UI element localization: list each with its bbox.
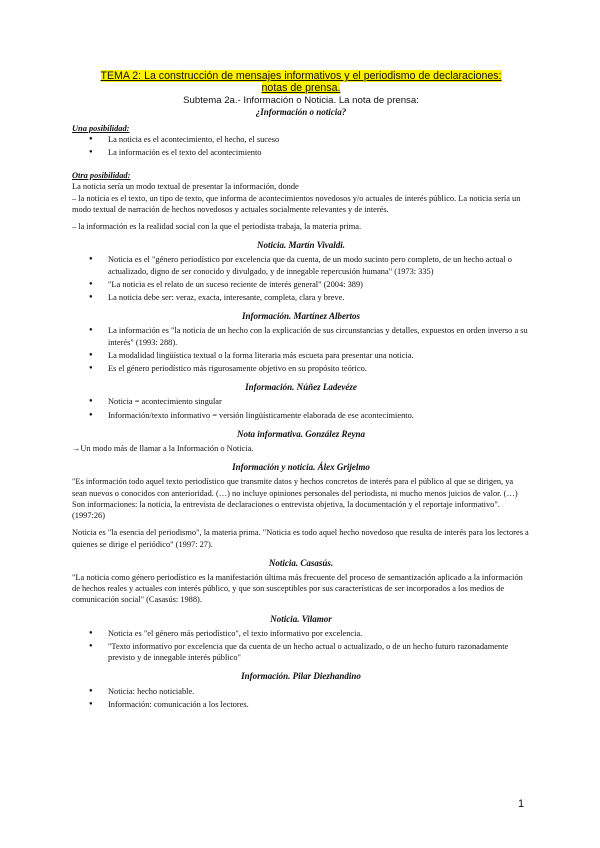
- list-item: ● La información es el texto del acontecimiento: [108, 147, 530, 158]
- list-item: ● "La noticia es el relato de un suceso reciente de interés general" (2004: 389): [108, 279, 530, 290]
- list-item: ● La información es "la noticia de un hecho con la explicación de sus circunstancias y detalles, expuestos en orden inverso a su interés" (1993: 288).: [108, 325, 530, 347]
- section-heading-grijelmo: Información y noticia. Álex Grijelmo: [232, 462, 370, 473]
- list-item: ● Noticia = acontecimiento singular: [108, 396, 530, 407]
- option1-list: [72, 134, 530, 158]
- section-heading-vilamor: Noticia. Vilamor: [270, 613, 332, 624]
- list-item: ● La noticia es el acontecimiento, el hecho, el suceso: [108, 134, 530, 145]
- vilamor-list: [72, 628, 530, 664]
- casasus-para: "La noticia como género periodístico es la manifestación última más frecuente del proceso de semantización aplicado a la información de hechos reales y actuales con interés público, y que son susceptibles por sus características de ser incorporados a los medios de comunicación social" (Casasús: 1988).: [72, 572, 523, 605]
- section-heading-diezhandino: Información. Pilar Diezhandino: [241, 671, 361, 682]
- list-item: ● Es el género periodístico más rigurosamente objetivo en su propósito teórico.: [108, 363, 530, 374]
- option2-line2: – la noticia es el texto, un tipo de texto, que informa de acontecimientos novedosos y/o actuales de interés público. La noticia sería un modo textual de narración de hechos novedosos y actuales socialmente relevantes y de interés.: [72, 193, 521, 214]
- option2-label: Otra posibilidad:: [72, 171, 131, 181]
- grijelmo-para1: "Es información todo aquel texto periodístico que transmite datos y hechos concretos de interés para el público al que se dirigen, ya sean nuevos o conocidos con anterioridad. (…) no incluye opiniones personales del periodista, ni mucho menos juicios de valor. (…) Son informaciones: la noticia, la entrevista de declaraciones o entrevista objetiva, la documentación y el reportaje informativo". (1997:26): [72, 477, 518, 521]
- title-block: [72, 70, 530, 94]
- list-item: ● Noticia: hecho noticiable.: [108, 686, 530, 697]
- page-number: 1: [518, 798, 525, 810]
- albertos-list: [72, 325, 530, 374]
- option2-line1: La noticia sería un modo textual de presentar la información, donde: [72, 182, 299, 192]
- list-item: ● Información/texto informativo = versión lingüísticamente elaborada de ese acontecimiento.: [108, 410, 530, 421]
- grijelmo-para2: Noticia es "la esencia del periodismo", la materia prima. "Noticia es todo aquel hecho novedoso que resulta de interés para los lectores a quienes se dirige el periódico" (1997: 27).: [72, 528, 529, 549]
- option2-line3: – la información es la realidad social con la que el periodista trabaja, la materia prima.: [72, 222, 362, 232]
- list-item: ● Noticia es "el género más periodístico", el texto informativo por excelencia.: [108, 628, 530, 639]
- reyna-line: →Un modo más de llamar a la Información o Noticia.: [72, 444, 254, 454]
- option1-label: Una posibilidad:: [72, 123, 130, 133]
- section-heading-albertos: Información. Martínez Albertos: [242, 311, 360, 322]
- section-heading-casasus: Noticia. Casasús.: [268, 557, 334, 568]
- subtitle: Subtema 2a.- Información o Noticia. La nota de prensa:: [183, 95, 419, 107]
- list-item: ● "Texto informativo por excelencia que da cuenta de un hecho actual o actualizado, o de un hecho futuro razonadamente previsto y de innegable interés público": [108, 641, 530, 663]
- vivaldi-list: [72, 254, 530, 303]
- page-title-line1: TEMA 2: La construcción de mensajes informativos y el periodismo de declaraciones:: [100, 70, 502, 82]
- page-title-line2: notas de prensa.: [261, 82, 341, 95]
- list-item: ● Noticia es el "género periodístico por excelencia que da cuenta, de un modo sucinto pero completo, de un hecho actual o actualizado, digno de ser conocido y divulgado, y de innegable repercusión humana" (1973: 335): [108, 254, 530, 276]
- section-heading-ladeveze: Información. Núñez Ladevéze: [245, 382, 357, 393]
- ladeveze-list: [72, 396, 530, 420]
- document-page: [72, 70, 530, 712]
- list-item: ● La noticia debe ser: veraz, exacta, interesante, completa, clara y breve.: [108, 292, 530, 303]
- list-item: ● Información: comunicación a los lectores.: [108, 699, 530, 710]
- diezhandino-list: [72, 686, 530, 710]
- section-heading-reyna: Nota informativa. González Reyna: [236, 428, 365, 439]
- section-heading-vivaldi: Noticia. Martín Vivaldi.: [256, 240, 345, 251]
- question-heading: ¿Información o noticia?: [255, 107, 347, 118]
- list-item: ● La modalidad lingüística textual o la forma literaria más escueta para presentar una noticia.: [108, 350, 530, 361]
